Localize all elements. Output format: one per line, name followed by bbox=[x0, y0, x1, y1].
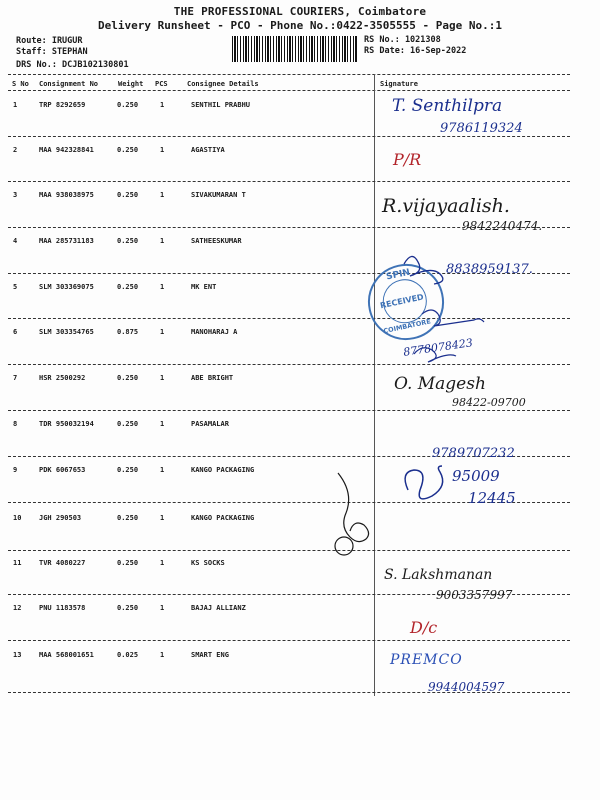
cell-sno: 13 bbox=[13, 651, 22, 659]
cell-sno: 3 bbox=[13, 191, 18, 199]
signature-4-scribble bbox=[404, 256, 443, 284]
stamp-center-text: RECEIVED bbox=[379, 292, 425, 311]
stamp-bottom-text: COIMBATORE bbox=[382, 317, 432, 336]
header-weight: Weight bbox=[118, 80, 144, 88]
cell-consignment: MAA 938038975 bbox=[39, 191, 94, 199]
cell-sno: 2 bbox=[13, 146, 18, 154]
signature-13-phone: 9944004597 bbox=[428, 680, 505, 694]
cell-pcs: 1 bbox=[160, 420, 165, 428]
signature-8-phone: 9789707232 bbox=[432, 446, 515, 461]
signature-5-scribble bbox=[422, 310, 484, 326]
cell-weight: 0.250 bbox=[117, 466, 139, 474]
cell-pcs: 1 bbox=[160, 328, 165, 336]
cell-consignment: PDK 6067653 bbox=[39, 466, 86, 474]
header-sno: S No bbox=[12, 80, 29, 88]
signature-11-phone: 9003357997 bbox=[436, 588, 513, 602]
signature-6-scribble bbox=[414, 348, 456, 362]
drs-number: DRS No.: DCJB102130801 bbox=[16, 60, 129, 70]
staff-label: Staff: STEPHAN bbox=[16, 47, 88, 57]
cell-weight: 0.250 bbox=[117, 559, 139, 567]
cell-consignee: SENTHIL PRABHU bbox=[191, 101, 251, 109]
cell-weight: 0.250 bbox=[117, 283, 139, 291]
signature-9-phone-2: 12445 bbox=[468, 489, 516, 507]
rs-date: RS Date: 16-Sep-2022 bbox=[364, 46, 467, 56]
signature-13-name: PREMCO bbox=[390, 652, 463, 668]
signature-10-circle bbox=[335, 537, 353, 555]
barcode bbox=[232, 36, 357, 62]
cell-sno: 11 bbox=[13, 559, 22, 567]
cell-weight: 0.250 bbox=[117, 146, 139, 154]
cell-pcs: 1 bbox=[160, 146, 165, 154]
cell-sno: 12 bbox=[13, 604, 22, 612]
header-pcs: PCS bbox=[155, 80, 168, 88]
cell-consignment: SLM 303354765 bbox=[39, 328, 94, 336]
route-label: Route: IRUGUR bbox=[16, 36, 83, 46]
cell-consignment: MAA 285731183 bbox=[39, 237, 94, 245]
company-title: THE PROFESSIONAL COURIERS, Coimbatore bbox=[173, 5, 427, 18]
cell-weight: 0.250 bbox=[117, 191, 139, 199]
cell-consignment: MAA 568001651 bbox=[39, 651, 94, 659]
cell-consignment: TDR 950032194 bbox=[39, 420, 94, 428]
cell-pcs: 1 bbox=[160, 514, 165, 522]
header-consignment: Consignment No bbox=[39, 80, 99, 88]
signature-4-phone: 8838959137. bbox=[446, 262, 533, 277]
cell-consignee: SIVAKUMARAN T bbox=[191, 191, 246, 199]
cell-consignment: MAA 942328841 bbox=[39, 146, 94, 154]
signature-12: D/c bbox=[410, 618, 438, 637]
cell-pcs: 1 bbox=[160, 237, 165, 245]
cell-pcs: 1 bbox=[160, 651, 165, 659]
cell-consignment: PNU 1183578 bbox=[39, 604, 86, 612]
cell-consignee: MK ENT bbox=[191, 283, 217, 291]
cell-weight: 0.250 bbox=[117, 101, 139, 109]
header-consignee: Consignee Details bbox=[187, 80, 259, 88]
cell-sno: 1 bbox=[13, 101, 18, 109]
signature-7-phone: 98422-09700 bbox=[452, 396, 526, 409]
cell-sno: 6 bbox=[13, 328, 18, 336]
rs-number: RS No.: 1021308 bbox=[364, 35, 441, 45]
cell-pcs: 1 bbox=[160, 191, 165, 199]
cell-weight: 0.250 bbox=[117, 420, 139, 428]
signature-6-phone: 8778078423 bbox=[402, 336, 474, 359]
runsheet-title: Delivery Runsheet - PCO - Phone No.:0422-3505555 - Page No.:1 bbox=[98, 19, 502, 32]
signature-9-scribble bbox=[405, 466, 443, 499]
cell-consignee: PASAMALAR bbox=[191, 420, 229, 428]
cell-consignment: JGH 290503 bbox=[39, 514, 82, 522]
cell-consignment: TVR 4080227 bbox=[39, 559, 86, 567]
signature-2: P/R bbox=[393, 150, 422, 169]
cell-sno: 10 bbox=[13, 514, 22, 522]
signature-7-name: O. Magesh bbox=[394, 374, 486, 394]
cell-sno: 9 bbox=[13, 466, 18, 474]
signature-1-phone: 9786119324 bbox=[440, 121, 523, 136]
cell-sno: 4 bbox=[13, 237, 18, 245]
stamp-top-text: SPIN bbox=[385, 267, 411, 283]
cell-sno: 7 bbox=[13, 374, 18, 382]
cell-consignee: KS SOCKS bbox=[191, 559, 225, 567]
cell-weight: 0.250 bbox=[117, 237, 139, 245]
cell-consignment: SLM 303369075 bbox=[39, 283, 94, 291]
header-rule bbox=[8, 90, 570, 91]
table-top-rule bbox=[8, 74, 570, 75]
cell-consignee: SATHEESKUMAR bbox=[191, 237, 242, 245]
cell-weight: 0.250 bbox=[117, 604, 139, 612]
cell-consignee: MANOHARAJ A bbox=[191, 328, 238, 336]
row-divider bbox=[8, 136, 570, 137]
cell-sno: 5 bbox=[13, 283, 18, 291]
signature-3-name: R.vijayaalish. bbox=[382, 195, 510, 217]
cell-consignee: KANGO PACKAGING bbox=[191, 514, 255, 522]
cell-weight: 0.250 bbox=[117, 514, 139, 522]
cell-pcs: 1 bbox=[160, 604, 165, 612]
cell-weight: 0.875 bbox=[117, 328, 139, 336]
cell-pcs: 1 bbox=[160, 101, 165, 109]
cell-weight: 0.025 bbox=[117, 651, 139, 659]
cell-consignment: TRP 8292659 bbox=[39, 101, 86, 109]
cell-pcs: 1 bbox=[160, 283, 165, 291]
scribbled-signatures bbox=[330, 228, 570, 558]
cell-consignment: HSR 2500292 bbox=[39, 374, 86, 382]
signature-10-scribble bbox=[338, 473, 369, 542]
cell-pcs: 1 bbox=[160, 374, 165, 382]
cell-pcs: 1 bbox=[160, 466, 165, 474]
signature-1-name: T. Senthilpra bbox=[392, 96, 503, 116]
cell-consignee: KANGO PACKAGING bbox=[191, 466, 255, 474]
header-signature: Signature bbox=[380, 80, 418, 88]
signature-3-phone: 9842240474. bbox=[462, 219, 543, 233]
cell-weight: 0.250 bbox=[117, 374, 139, 382]
row-divider bbox=[8, 181, 570, 182]
cell-pcs: 1 bbox=[160, 559, 165, 567]
signature-9-phone-1: 95009 bbox=[452, 467, 500, 485]
cell-consignee: BAJAJ ALLIANZ bbox=[191, 604, 246, 612]
cell-consignee: ABE BRIGHT bbox=[191, 374, 234, 382]
row-divider bbox=[8, 640, 570, 641]
cell-consignee: SMART ENG bbox=[191, 651, 229, 659]
signature-11-name: S. Lakshmanan bbox=[384, 567, 493, 583]
cell-sno: 8 bbox=[13, 420, 18, 428]
cell-consignee: AGASTIYA bbox=[191, 146, 225, 154]
